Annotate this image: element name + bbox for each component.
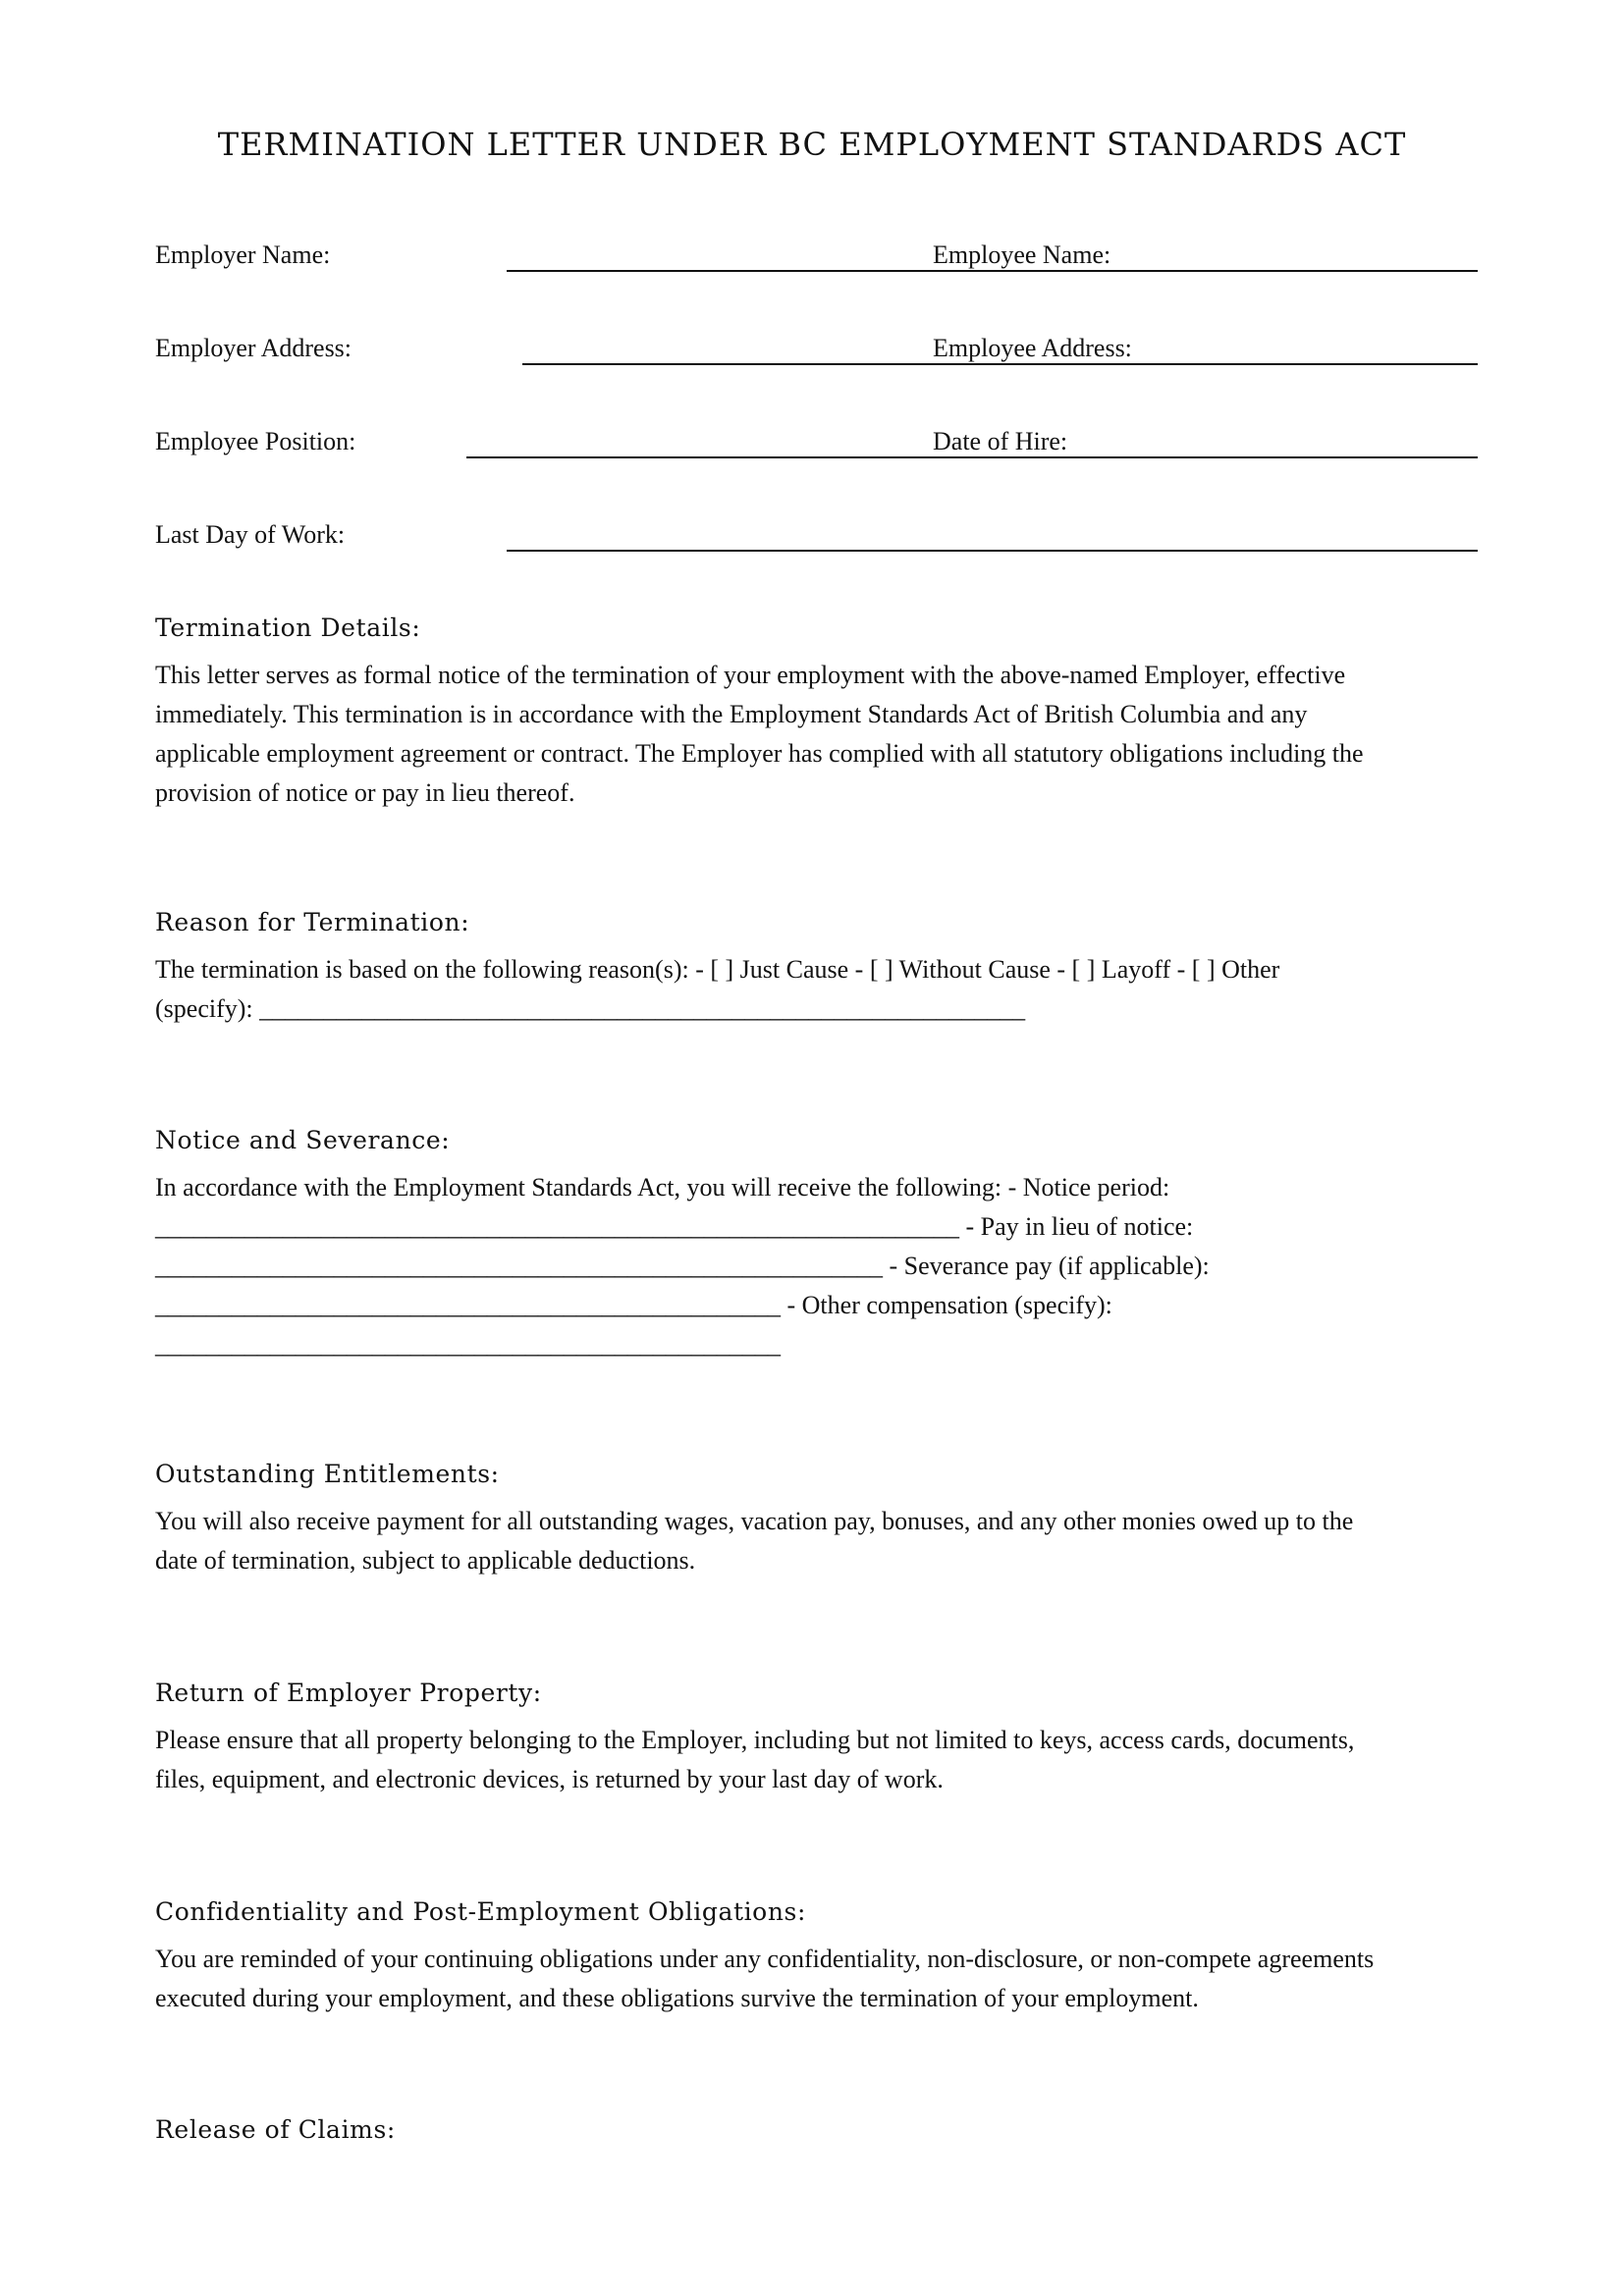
employee-position-label: Employee Position:: [155, 427, 356, 455]
body-line: immediately. This termination is in accordance with the Employment Standards Act of British Columbia and any: [155, 700, 1308, 728]
employee-address-field[interactable]: [932, 363, 1478, 365]
body-line: This letter serves as formal notice of the termination of your employment with the above-named Employer, effective: [155, 661, 1346, 689]
page-title: TERMINATION LETTER UNDER BC EMPLOYMENT STANDARDS ACT: [217, 126, 1407, 163]
body-line: You are reminded of your continuing obligations under any confidentiality, non-disclosure, or non-compete agreements: [155, 1945, 1375, 1973]
body-line: applicable employment agreement or contract. The Employer has complied with all statutory obligations including the: [155, 739, 1364, 768]
release-heading: Release of Claims:: [155, 2115, 396, 2144]
property-heading: Return of Employer Property:: [155, 1679, 542, 1707]
other-specify-line: (specify): ____________________________________________________________: [155, 994, 1026, 1023]
termination-details-heading: Termination Details:: [155, 614, 421, 642]
reason-body: [155, 950, 1481, 1029]
blank-line: _________________________________________________: [155, 1330, 781, 1359]
date-of-hire-field[interactable]: [932, 456, 1478, 458]
employer-address-field[interactable]: [522, 363, 932, 365]
outstanding-heading: Outstanding Entitlements:: [155, 1460, 500, 1488]
last-day-of-work-label: Last Day of Work:: [155, 520, 346, 549]
notice-severance-body: [155, 1168, 1481, 1364]
body-line: The termination is based on the following reason(s): - [ ] Just Cause - [ ] Without Cause - [ ] Layoff - [ ] Other: [155, 955, 1280, 984]
body-line: You will also receive payment for all outstanding wages, vacation pay, bonuses, and any other monies owed up to the: [155, 1507, 1354, 1535]
employee-name-label: Employee Name:: [933, 240, 1111, 269]
body-line: executed during your employment, and these obligations survive the termination of your employment.: [155, 1984, 1199, 2012]
confidentiality-heading: Confidentiality and Post-Employment Obligations:: [155, 1897, 806, 1926]
body-line: provision of notice or pay in lieu thereof.: [155, 778, 575, 807]
termination-details-body: [155, 656, 1481, 813]
employer-name-field[interactable]: [507, 270, 932, 272]
notice-severance-heading: Notice and Severance:: [155, 1126, 451, 1154]
blank-line: _________________________________________________________ - Severance pay (if applicable):: [155, 1252, 1210, 1280]
property-body: [155, 1721, 1481, 1799]
outstanding-body: [155, 1502, 1481, 1580]
employee-name-field[interactable]: [932, 270, 1478, 272]
body-line: Please ensure that all property belonging to the Employer, including but not limited to keys, access cards, documents,: [155, 1726, 1355, 1754]
body-line: date of termination, subject to applicable deductions.: [155, 1546, 696, 1575]
employee-position-field[interactable]: [466, 456, 932, 458]
employee-address-label: Employee Address:: [933, 334, 1132, 362]
confidentiality-body: [155, 1940, 1481, 2018]
body-line: files, equipment, and electronic devices, is returned by your last day of work.: [155, 1765, 944, 1793]
employer-address-label: Employer Address:: [155, 334, 352, 362]
blank-line: _________________________________________________ - Other compensation (specify):: [155, 1291, 1112, 1319]
reason-heading: Reason for Termination:: [155, 908, 470, 936]
blank-line: _______________________________________________________________ - Pay in lieu of notice:: [155, 1212, 1194, 1241]
last-day-of-work-field[interactable]: [507, 550, 1478, 552]
employer-name-label: Employer Name:: [155, 240, 331, 269]
body-line: In accordance with the Employment Standards Act, you will receive the following: - Notice period:: [155, 1173, 1170, 1201]
date-of-hire-label: Date of Hire:: [933, 427, 1068, 455]
